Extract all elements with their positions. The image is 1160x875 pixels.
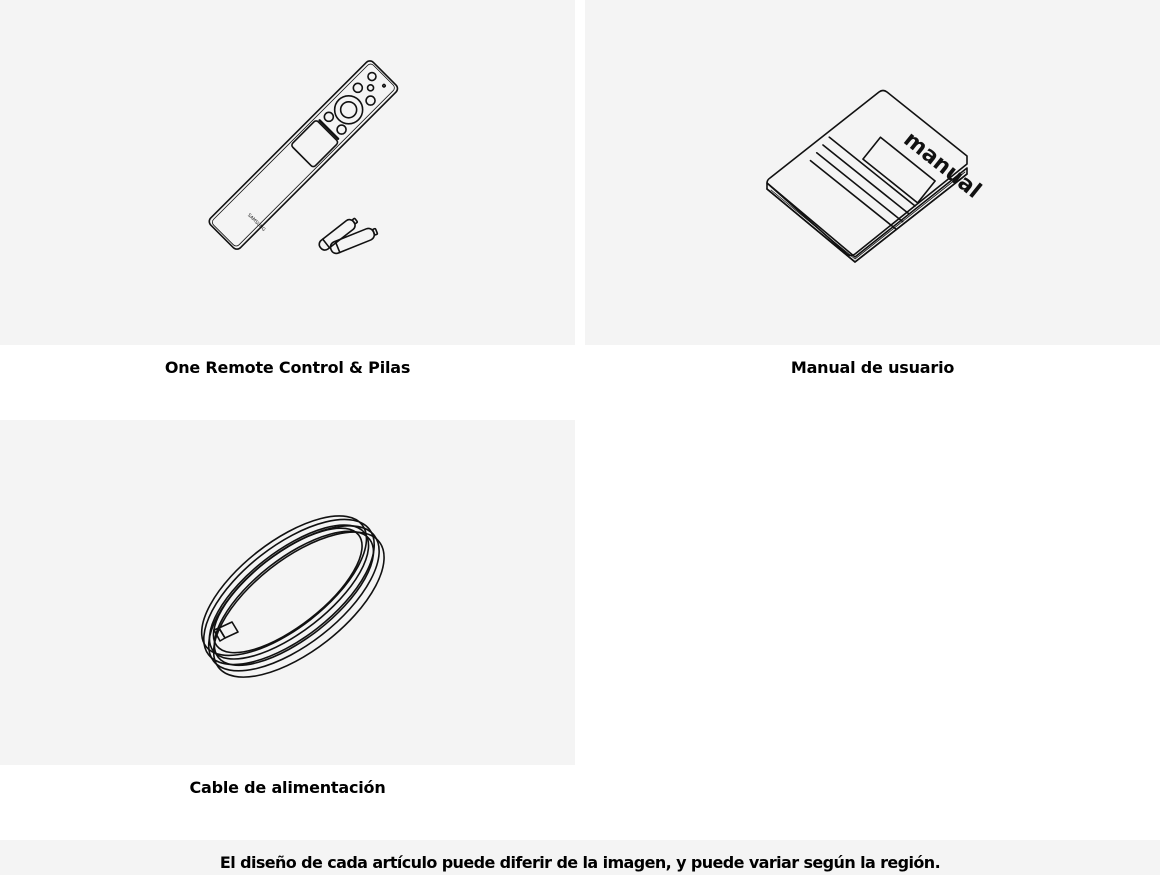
remote-brand-text: SAMSUNG: [246, 213, 266, 233]
accessory-card-manual: [585, 0, 1160, 377]
accessory-card-remote: [0, 0, 575, 377]
disclaimer-text: El diseño de cada artículo puede diferir de la imagen, y puede variar según la región.: [0, 840, 1160, 875]
accessory-label-remote: One Remote Control & Pilas: [164, 358, 411, 377]
accessory-image-manual: [585, 0, 1160, 345]
user-manual-icon: [585, 0, 1160, 345]
accessory-label-cable: Cable de alimentación: [189, 778, 386, 797]
manual-cover-text: manual: [898, 127, 986, 204]
accessory-image-cable: [0, 420, 575, 765]
accessory-card-cable: [0, 420, 575, 797]
power-cable-icon: [0, 420, 575, 765]
accessory-label-manual: Manual de usuario: [790, 358, 955, 377]
accessory-image-remote: [0, 0, 575, 345]
remote-control-and-batteries-icon: [0, 0, 575, 345]
